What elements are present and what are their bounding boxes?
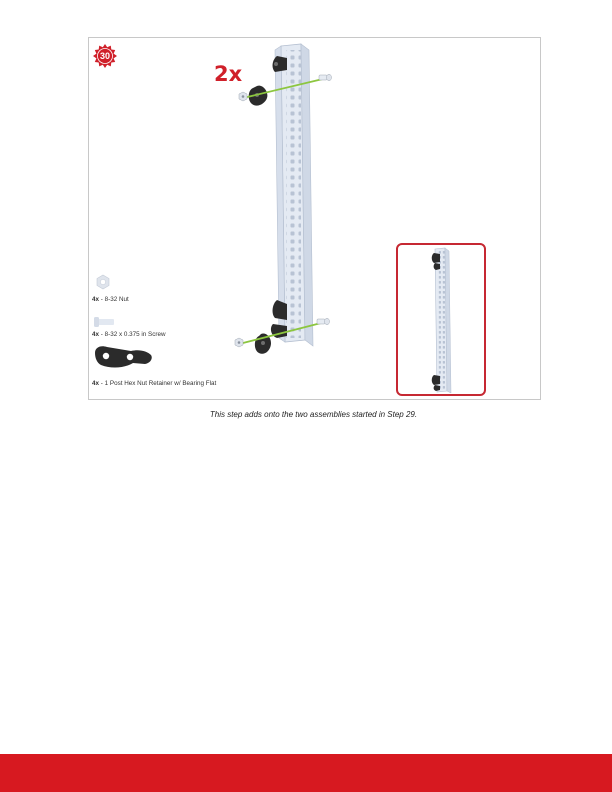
instruction-figure xyxy=(88,37,541,400)
parts-list xyxy=(92,274,252,387)
part-row-nut xyxy=(92,296,252,303)
part-row-screw xyxy=(92,331,252,338)
part-count: 4x xyxy=(92,296,100,303)
bottom-retainer-assembly xyxy=(235,300,330,354)
completed-assembly-inset xyxy=(396,243,486,396)
part-separator: - xyxy=(99,331,105,338)
quantity-label: 2x xyxy=(214,62,243,86)
step-caption: This step adds onto the two assemblies started in Step 29. xyxy=(209,410,418,419)
part-row-retainer xyxy=(92,380,252,387)
part-name: 1 Post Hex Nut Retainer w/ Bearing Flat xyxy=(104,380,217,387)
bottom-left-nut-icon xyxy=(235,338,243,347)
top-right-screw-icon xyxy=(319,74,332,80)
part-count: 4x xyxy=(92,331,100,338)
top-left-nut-icon xyxy=(239,92,247,101)
inset-illustration xyxy=(398,245,484,394)
part-separator: - xyxy=(99,380,105,387)
part-name: 8-32 x 0.375 in Screw xyxy=(104,331,166,338)
part-separator: - xyxy=(99,296,105,303)
screw-icon xyxy=(94,317,114,327)
step-number: 30 xyxy=(99,51,110,61)
part-count: 4x xyxy=(92,380,100,387)
hex-nut-retainer-icon xyxy=(95,346,152,367)
footer-bar xyxy=(0,754,612,792)
part-name: 8-32 Nut xyxy=(104,296,129,303)
bottom-right-screw-icon xyxy=(317,318,330,324)
